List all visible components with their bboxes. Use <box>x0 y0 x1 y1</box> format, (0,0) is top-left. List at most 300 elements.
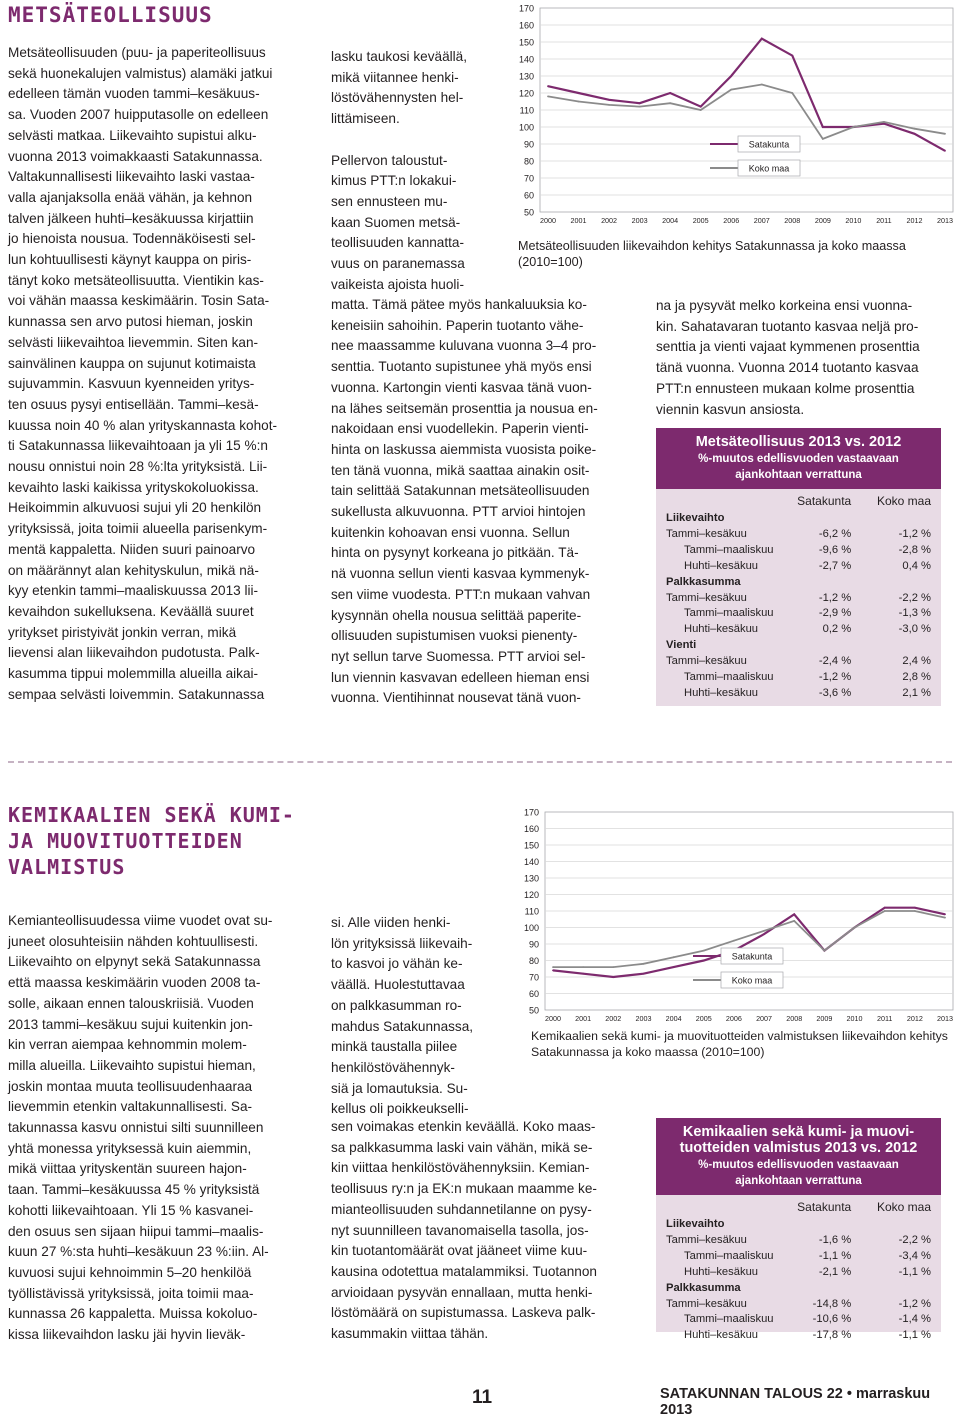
data-point <box>823 950 825 952</box>
data-point <box>733 940 735 942</box>
data-table <box>656 489 941 702</box>
text-line: sen viime vuodesta. PTT:n mukaan vahvan <box>331 586 591 602</box>
text-line: hinta on laskussa aiemmista vuosista poike- <box>331 441 597 457</box>
row-label: Tammi–maaliskuu <box>684 671 774 684</box>
text-line: kohotti liikevaihtoaan. Yli 15 % kasvanei- <box>8 1202 254 1218</box>
text-line: kuussa noin 40 % alan yrityskannasta kohot- <box>8 417 278 433</box>
text-line: to kasvoi jo vähän ke- <box>331 956 463 972</box>
y-tick-label: 110 <box>524 906 539 917</box>
x-tick-label: 2001 <box>570 216 587 225</box>
data-point <box>791 92 793 94</box>
data-point <box>703 950 705 952</box>
text-line: ten osuus pysyi entisellään. Tammi–kesä- <box>8 396 259 412</box>
text-line: nee maassamme kuluvana vuonna 3–4 pro- <box>331 338 597 354</box>
x-tick-label: 2005 <box>692 216 709 225</box>
table-row <box>656 654 941 670</box>
forestry-table <box>656 428 941 706</box>
page-number: 11 <box>472 1387 493 1408</box>
x-tick-label: 2012 <box>906 216 923 225</box>
text-line: Liikevaihto on elpynyt sekä Satakunnassa <box>8 954 261 970</box>
text-line: matta. Tämä pätee myös hankaluuksia ko- <box>331 297 587 312</box>
data-point <box>883 123 885 125</box>
data-point <box>639 106 641 108</box>
data-point <box>673 956 675 958</box>
text-line: jo hienoista nousua. Todennäköisesti sel- <box>8 231 256 247</box>
table-row <box>656 1249 941 1265</box>
text-line: minkä taustalla piilee <box>331 1039 458 1055</box>
data-point <box>612 966 614 968</box>
text-line: ten tänä vuonna, mikä saattaa ainakin osit- <box>331 462 590 478</box>
data-point <box>944 913 946 915</box>
x-tick-label: 2006 <box>723 216 740 225</box>
table-group-row <box>656 1281 941 1297</box>
text-line: vuonna 2013 voimakkaasti Satakunnassa. <box>8 148 263 164</box>
satakunta-value: -2,9 % <box>818 607 852 620</box>
text-line: lun viennin kasvavan edelleen hieman ensi <box>331 669 590 685</box>
table-row <box>656 606 941 622</box>
text-line: lun kohtuullisesti käynyt kauppa on piris- <box>8 252 252 268</box>
data-point <box>791 55 793 57</box>
data-point <box>763 930 765 932</box>
table-subtitle: ajankohtaan verrattuna <box>735 1175 862 1187</box>
data-point <box>643 973 645 975</box>
text-line: taan. Tammi–kesäkuussa 45 % yrityksistä <box>8 1182 260 1198</box>
text-line: solle, aikaan ennen talouskriisiä. Vuoden <box>8 995 254 1011</box>
text-line: Metsäteollisuuden (puu- ja paperiteollisuus <box>8 45 266 60</box>
section-divider <box>8 761 952 763</box>
y-tick-label: 70 <box>523 173 534 184</box>
text-line: vuonna. Vientihinnat nousevat tänä vuon- <box>331 690 581 706</box>
row-label: Tammi–kesäkuu <box>666 655 747 668</box>
x-tick-label: 2008 <box>786 1014 803 1023</box>
koko-maa-value: -1,1 % <box>898 1329 931 1342</box>
text-line: kyy etenkin tammi–maaliskuussa 2013 lii- <box>8 583 259 599</box>
data-point <box>639 102 641 104</box>
row-label: Huhti–kesäkuu <box>684 1265 759 1278</box>
y-tick-label: 110 <box>519 105 534 116</box>
text-line: kuitenkin kohoavan ensi vuonna. Sellun <box>331 524 570 540</box>
y-tick-label: 160 <box>523 824 539 834</box>
text-line: kunnassa 26 kappaletta. Muissa kokoluo- <box>8 1306 258 1322</box>
data-point <box>552 970 554 972</box>
satakunta-value: -9,6 % <box>818 543 852 556</box>
text-line: sujuvammin. Kasvuun kyenneiden yritys- <box>8 376 255 392</box>
table-row <box>656 1297 941 1313</box>
x-tick-label: 2009 <box>814 216 831 225</box>
text-line: Heikoimmin alkuvuosi sujui yli 20 henkilön <box>8 500 262 516</box>
column-header: Koko maa <box>876 494 931 508</box>
text-line: nä vuonna sellun vienti kasvaa kymmenyk- <box>331 566 590 582</box>
x-tick-label: 2011 <box>876 1014 893 1023</box>
text-line: on määrännyt alan kehityskulun, mikä nä- <box>8 562 259 578</box>
text-line: voi vähän maassa keskimäärin. Tosin Sata- <box>8 293 270 309</box>
data-point <box>578 92 580 94</box>
row-label: Tammi–kesäkuu <box>666 527 747 540</box>
text-line: talven jälkeen huhti–kesäkuussa kirjattiin <box>8 210 254 226</box>
text-line: yrityksissä, joita toimii alueella parisenkym- <box>8 521 268 537</box>
text-line: kin tuotantomäärät ovat jääneet viime kuu- <box>331 1243 588 1259</box>
koko-maa-value: -2,8 % <box>898 543 931 556</box>
table-row <box>656 1328 941 1344</box>
x-tick-label: 2005 <box>695 1014 712 1023</box>
table-title: tuotteiden valmistus 2013 vs. 2012 <box>679 1140 918 1156</box>
text-line: teollisuuden kannatta- <box>331 235 465 251</box>
data-point <box>612 976 614 978</box>
text-line: Kemianteollisuudessa viime vuodet ovat su- <box>8 913 273 928</box>
data-point <box>547 96 549 98</box>
satakunta-value: -2,7 % <box>818 559 852 572</box>
data-point <box>914 128 916 130</box>
koko-maa-value: 2,4 % <box>902 655 931 668</box>
text-line: ollisuuden supistumisen vuoksi pienenty- <box>331 628 578 644</box>
heading-line: VALMISTUS <box>8 855 126 879</box>
group-label: Vienti <box>666 639 697 652</box>
text-line: kysynnän ohella nousua selittää paperite- <box>331 607 582 623</box>
satakunta-value: -14,8 % <box>812 1297 852 1310</box>
section2-heading <box>8 802 295 880</box>
text-line: selvästi liikevaihtoa lievemmin. Siten kan- <box>8 334 259 350</box>
y-tick-label: 80 <box>528 956 539 966</box>
text-line: löstömäärä on supistumassa. Laskeva palk- <box>331 1305 596 1321</box>
x-tick-label: 2010 <box>846 1014 863 1023</box>
data-point <box>914 133 916 135</box>
text-line: sa palkkasumma laski vain vähän, mikä se- <box>331 1139 593 1155</box>
table-row <box>656 527 941 543</box>
heading-line: KEMIKAALIEN SEKÄ KUMI- <box>8 803 295 827</box>
row-label: Huhti–kesäkuu <box>684 686 759 699</box>
y-tick-label: 90 <box>528 939 539 950</box>
column-header: Satakunta <box>797 1200 852 1214</box>
data-point <box>547 85 549 87</box>
satakunta-value: -1,2 % <box>818 591 852 604</box>
text-line: PTT:n ennusteen mukaan kolme prosenttia <box>656 380 915 396</box>
text-line: yritykset piristyivät jonkin verran, mikä <box>8 624 237 640</box>
publication-info: SATAKUNNAN TALOUS 22 • marraskuu 2013 <box>660 1386 931 1418</box>
caption-line: Satakunnassa ja koko maassa (2010=100) <box>531 1045 765 1059</box>
text-line: joskin montaa muuta teollisuudenhaaraa <box>8 1078 253 1094</box>
y-tick-label: 120 <box>523 890 539 900</box>
y-tick-label: 80 <box>523 156 534 167</box>
y-tick-label: 160 <box>518 20 534 31</box>
x-tick-label: 2002 <box>605 1014 622 1023</box>
text-line: kin viittaa henkilöstövähennyksiin. Kemian- <box>331 1160 590 1176</box>
koko-maa-value: -3,4 % <box>898 1249 931 1262</box>
data-point <box>852 126 854 128</box>
data-point <box>854 927 856 929</box>
text-line: sen ennusteen mu- <box>331 193 448 209</box>
table-row <box>656 670 941 686</box>
text-line: lasku taukosi keväällä, <box>331 49 468 64</box>
table-title: Metsäteollisuus 2013 vs. 2012 <box>695 434 902 450</box>
data-point <box>730 75 732 77</box>
x-tick-label: 2004 <box>662 216 679 225</box>
group-label: Liikevaihto <box>666 512 725 524</box>
data-point <box>944 150 946 152</box>
row-label: Tammi–maaliskuu <box>684 607 774 620</box>
table-row <box>656 1312 941 1328</box>
text-line: mentä kappaletta. Niiden suuri painoarvo <box>8 541 256 557</box>
text-line: keneisiin sahoihin. Paperin tuotanto vähe- <box>331 317 584 333</box>
data-point <box>822 138 824 140</box>
chart-svg <box>505 800 955 1024</box>
row-label: Tammi–kesäkuu <box>666 591 747 604</box>
data-point <box>884 907 886 909</box>
data-point <box>730 89 732 91</box>
y-tick-label: 100 <box>523 923 539 933</box>
koko-maa-value: -2,2 % <box>898 1233 931 1246</box>
y-tick-label: 130 <box>518 71 534 82</box>
table-row <box>656 686 941 702</box>
legend-label: Satakunta <box>748 139 790 150</box>
data-point <box>703 960 705 962</box>
text-line: nakoidaan ensi vuodellekin. Paperin vienti- <box>331 421 589 437</box>
text-line: valla ajanjaksolla enää vähän, ja kehnon <box>8 189 253 205</box>
satakunta-value: -1,2 % <box>818 671 852 684</box>
text-line: kevaihdon sukelluksena. Keväällä suuret <box>8 603 254 619</box>
text-line: 2013 tammi–kesäkuu sujui kuitenkin jon- <box>8 1016 253 1032</box>
data-point <box>700 109 702 111</box>
text-line: viennin kasvun ansiosta. <box>656 401 805 417</box>
table-header <box>656 428 941 489</box>
y-tick-label: 140 <box>523 857 539 867</box>
row-label: Huhti–kesäkuu <box>684 1329 759 1342</box>
text-line: lön yrityksissä liikevaih- <box>331 935 473 951</box>
data-point <box>552 966 554 968</box>
koko-maa-value: 2,1 % <box>902 686 931 699</box>
y-tick-label: 150 <box>523 840 539 851</box>
text-line: sainvälinen kauppa on sujunut kotimaista <box>8 355 256 371</box>
x-tick-label: 2007 <box>756 1014 773 1023</box>
x-tick-label: 2010 <box>845 216 862 225</box>
x-tick-label: 2012 <box>906 1014 923 1023</box>
y-tick-label: 150 <box>518 37 534 48</box>
text-line: lievensi alan liikevaihdon pudotusta. Palk- <box>8 645 260 661</box>
y-tick-label: 70 <box>528 972 539 983</box>
text-line: mikä viitannee henki- <box>331 69 459 85</box>
satakunta-value: -10,6 % <box>812 1313 852 1326</box>
data-point <box>763 933 765 935</box>
table-subtitle: ajankohtaan verrattuna <box>735 469 862 481</box>
y-tick-label: 140 <box>518 54 534 65</box>
satakunta-value: -17,8 % <box>812 1329 852 1342</box>
row-label: Huhti–kesäkuu <box>684 559 759 572</box>
y-tick-label: 60 <box>523 190 534 201</box>
data-point <box>914 907 916 909</box>
table-title: Kemikaalien sekä kumi- ja muovi- <box>682 1124 915 1140</box>
x-tick-label: 2013 <box>937 216 953 225</box>
y-tick-label: 100 <box>518 122 534 133</box>
text-line: na ja pysyvät melko korkeina ensi vuonna- <box>656 298 913 313</box>
data-point <box>643 963 645 965</box>
koko-maa-value: -1,3 % <box>898 607 931 620</box>
text-line: littämiseen. <box>331 111 400 127</box>
chart-svg <box>505 0 955 232</box>
text-line: kausina odotettua matalammiksi. Tuotannon <box>331 1263 597 1279</box>
data-point <box>761 38 763 40</box>
text-line: väällä. Huolestuttavaa <box>331 977 465 993</box>
section2-column2-bottom <box>331 1117 646 1345</box>
table-row <box>656 543 941 559</box>
satakunta-value: 0,2 % <box>822 623 852 636</box>
text-line: selvästi matkaa. Liikevaihto supistui alku- <box>8 127 257 143</box>
text-line: kimus PTT:n lokakui- <box>331 173 457 189</box>
row-label: Tammi–maaliskuu <box>684 1313 774 1326</box>
table-row <box>656 1265 941 1281</box>
section1-column2-bottom <box>331 295 646 709</box>
text-line: vaikeista ajoista huoli- <box>331 276 464 292</box>
text-line: arvioidaan pysyvän ennallaan, mutta henki- <box>331 1284 593 1300</box>
table-row <box>656 1233 941 1249</box>
text-line: edelleen tämän vuoden tammi–kesäkuus- <box>8 86 260 102</box>
section2-column1 <box>8 911 308 1346</box>
text-line: kissa liikevaihdon lasku jäi hyvin lieväk- <box>8 1327 246 1343</box>
data-point <box>944 917 946 919</box>
text-line: siä ja lomautuksia. Su- <box>331 1080 468 1096</box>
text-line: si. Alle viiden henki- <box>331 915 451 930</box>
text-line: kaan Suomen metsä- <box>331 214 461 230</box>
table-header-row <box>656 1195 941 1217</box>
text-line: Valtakunnallisesti liikevaihto laski vastaa- <box>8 169 255 185</box>
data-point <box>582 966 584 968</box>
text-line: vuonna. Kartongin vienti kasvaa tänä vuon- <box>331 379 592 395</box>
legend-label: Satakunta <box>731 951 773 962</box>
row-label: Tammi–kesäkuu <box>666 1297 747 1310</box>
y-tick-label: 130 <box>523 873 539 884</box>
data-point <box>914 910 916 912</box>
section2-column2-top <box>331 913 501 1120</box>
text-line: että maassa keskimäärin vuoden 2008 ta- <box>8 975 261 991</box>
text-line: kellus oli poikkeukselli- <box>331 1101 469 1117</box>
text-line: kasummakin viittaa tähän. <box>331 1326 489 1342</box>
x-tick-label: 2007 <box>753 216 770 225</box>
chemicals-revenue-chart <box>505 800 955 1024</box>
text-line: tänyt koko metsäteollisuutta. Vientikin kas- <box>8 272 264 288</box>
text-line: on palkkasumman ro- <box>331 997 462 1013</box>
text-line: kin verran aiempaa kehnommin molem- <box>8 1037 247 1053</box>
column-header: Satakunta <box>797 494 852 508</box>
text-line: tain selittää Satakunnan metsäteollisuuden <box>331 483 590 499</box>
koko-maa-value: -1,2 % <box>898 1297 931 1310</box>
data-point <box>793 920 795 922</box>
koko-maa-value: 2,8 % <box>902 671 931 684</box>
text-line: yhtä monessa yrityksessä kuin aiemmin, <box>8 1140 252 1156</box>
data-point <box>673 966 675 968</box>
table-group-row <box>656 575 941 591</box>
text-line: löstövähennysten hel- <box>331 90 464 106</box>
satakunta-value: -2,1 % <box>818 1265 852 1278</box>
x-tick-label: 2013 <box>937 1014 953 1023</box>
x-tick-label: 2001 <box>575 1014 592 1023</box>
text-line: lievemmin etenkin valtakunnallisesti. Sa- <box>8 1099 253 1115</box>
satakunta-value: -6,2 % <box>818 527 852 540</box>
data-point <box>793 913 795 915</box>
koko-maa-value: -1,2 % <box>898 527 931 540</box>
text-line: teollisuus ry:n ja EK:n mukaan maamme ke- <box>331 1181 597 1197</box>
koko-maa-value: -1,4 % <box>898 1313 931 1326</box>
y-tick-label: 120 <box>518 88 534 99</box>
text-line: kuvuosi sujui kehnoimmin 5–20 henkilöä <box>8 1264 252 1280</box>
text-line: nousu onnistui noin 28 %:lta yrityksistä. Lii- <box>8 459 268 475</box>
text-line: kuun 27 %:sta huhti–kesäkuun 23 %:iin. Al- <box>8 1244 269 1260</box>
x-tick-label: 2006 <box>725 1014 742 1023</box>
text-line: sukellusta alkuvuonna. PTT arvioi hintojen <box>331 504 586 520</box>
row-label: Tammi–maaliskuu <box>684 1249 774 1262</box>
text-line: nyt sellun tarve Suomessa. PTT arvioi sel- <box>331 648 586 664</box>
text-line: milla alueilla. Liikevaihto supistui hieman, <box>8 1057 256 1073</box>
data-point <box>761 84 763 86</box>
data-point <box>669 92 671 94</box>
x-tick-label: 2011 <box>876 216 892 225</box>
group-label: Palkkasumma <box>666 575 741 588</box>
text-line: den osuus sen sijaan hiipui tammi–maalis- <box>8 1223 264 1239</box>
row-label: Tammi–kesäkuu <box>666 1233 747 1246</box>
data-point <box>669 102 671 104</box>
text-line: juneet olosuhteisiin nähden kohtuullisesti. <box>8 933 259 949</box>
chemicals-table <box>656 1118 941 1342</box>
x-tick-label: 2004 <box>665 1014 682 1023</box>
text-line: sen voimakas etenkin keväällä. Koko maas- <box>331 1119 596 1134</box>
table-header-row <box>656 489 941 511</box>
forestry-chart-caption: Metsäteollisuuden liikevaihdon kehitys Satakunnassa ja koko maassa (2010=100) <box>518 239 906 269</box>
text-line: kasumma tippui molemmilla alueilla aikai- <box>8 666 259 682</box>
x-tick-label: 2003 <box>631 216 648 225</box>
data-point <box>822 126 824 128</box>
forestry-revenue-chart <box>505 0 955 232</box>
x-tick-label: 2009 <box>816 1014 833 1023</box>
table-group-row <box>656 511 941 527</box>
row-label: Huhti–kesäkuu <box>684 623 759 636</box>
text-line: mianteollisuuden suhdannetilanne on pysy- <box>331 1201 592 1217</box>
y-tick-label: 170 <box>518 3 534 14</box>
text-line: tänä vuonna. Vuonna 2014 tuotanto kasvaa <box>656 360 919 376</box>
satakunta-value: -2,4 % <box>818 655 852 668</box>
text-line: na lähes seitsemän prosenttia ja nousua en- <box>331 400 598 416</box>
table-subtitle: %-muutos edellisvuoden vastaavaan <box>698 1159 899 1171</box>
data-point <box>608 104 610 106</box>
y-tick-label: 50 <box>528 1005 539 1016</box>
text-line: kunnassa sen arvo putosi hieman, joskin <box>8 314 253 330</box>
text-line <box>331 130 501 151</box>
koko-maa-value: -1,1 % <box>898 1265 931 1278</box>
caption-line: Kemikaalien sekä kumi- ja muovituotteiden valmistuksen liikevaihdon kehitys <box>531 1029 948 1043</box>
heading-line: JA MUOVITUOTTEIDEN <box>8 829 243 853</box>
koko-maa-value: -3,0 % <box>898 623 931 636</box>
data-point <box>700 106 702 108</box>
table-group-row <box>656 1217 941 1233</box>
text-line: mahdus Satakunnassa, <box>331 1018 474 1034</box>
column-header: Koko maa <box>876 1200 931 1214</box>
x-tick-label: 2003 <box>635 1014 652 1023</box>
y-tick-label: 170 <box>523 807 539 818</box>
text-line: henkilöstövähennyk- <box>331 1059 455 1075</box>
y-tick-label: 50 <box>523 207 534 218</box>
section1-column3 <box>656 296 956 420</box>
text-line: vuus on paranemassa <box>331 256 465 272</box>
data-point <box>944 133 946 135</box>
chemicals-chart-caption <box>531 1028 959 1060</box>
text-line: kin. Sahatavaran tuotanto kasvaa neljä pro- <box>656 318 919 334</box>
text-line: hinta on pysynyt korkeana jo pitkään. Tä- <box>331 545 579 561</box>
text-line: nyt suunnilleen tavanomaisella tasolla, jos- <box>331 1222 589 1238</box>
table-header <box>656 1118 941 1195</box>
text-line: kevaihto laski kaikissa yrityskokoluokissa. <box>8 479 259 495</box>
text-line: sa. Vuoden 2007 huipputasolle on edelleen <box>8 107 269 123</box>
x-tick-label: 2000 <box>540 216 556 225</box>
table-row <box>656 559 941 575</box>
satakunta-value: -3,6 % <box>818 686 852 699</box>
data-point <box>608 99 610 101</box>
text-line: senttia ja vienti vajaat kymmenen prosenttia <box>656 339 920 355</box>
